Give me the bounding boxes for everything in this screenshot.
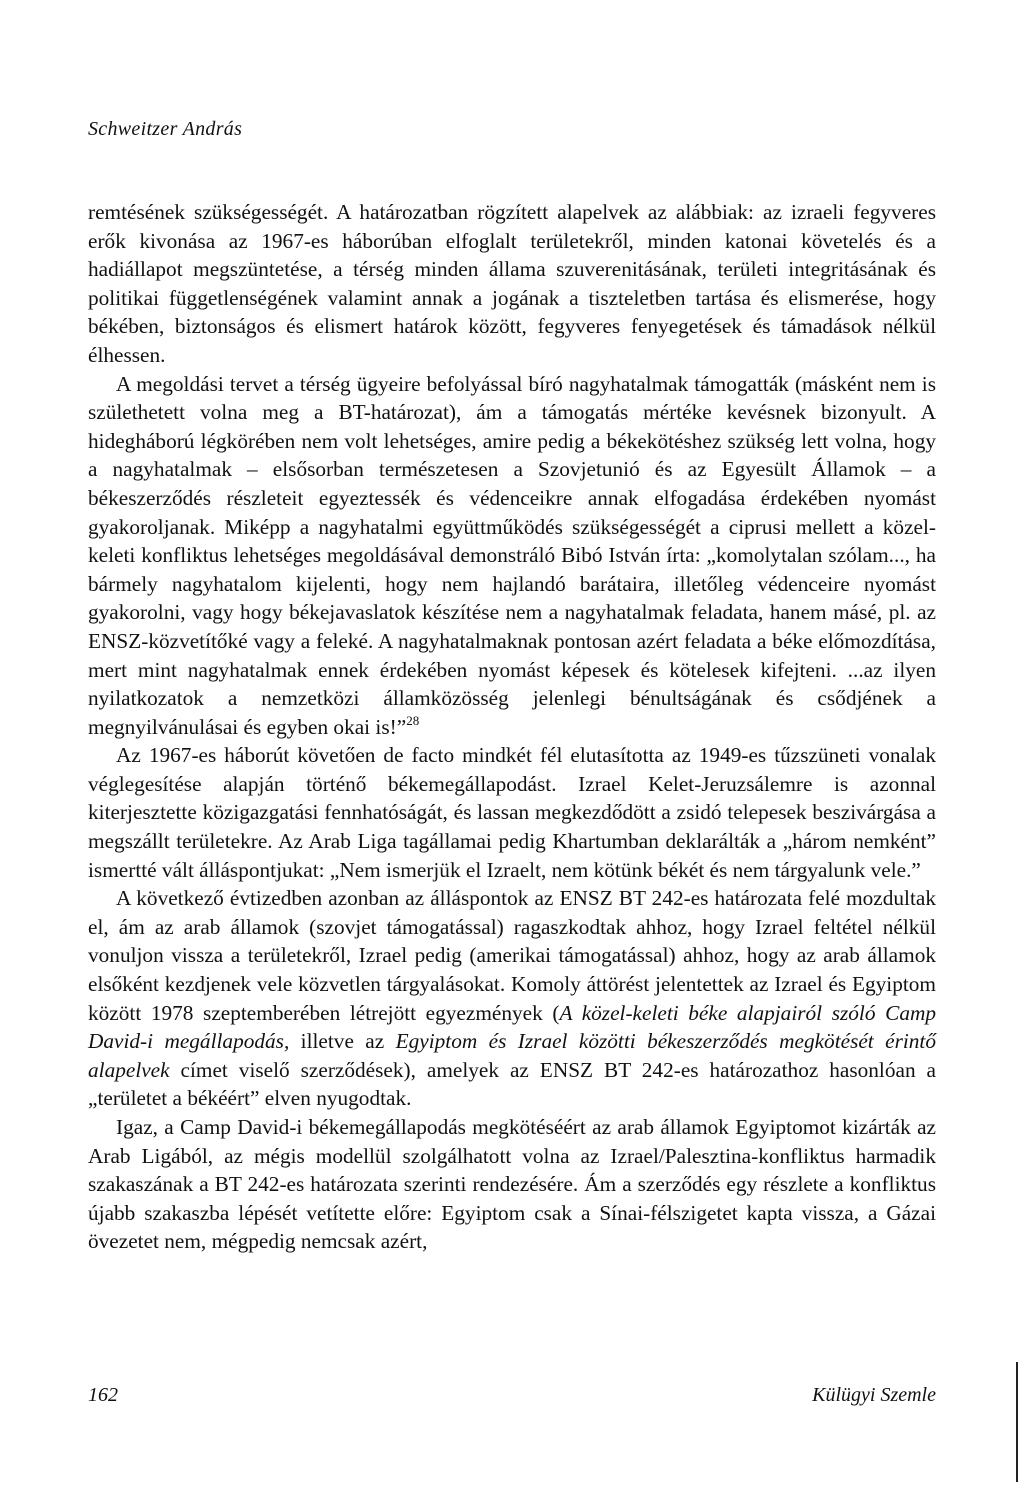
footnote-reference: 28 <box>406 712 420 728</box>
page-edge-line <box>1016 1362 1018 1482</box>
paragraph-4 <box>88 884 936 1113</box>
journal-name: Külügyi Szemle <box>812 1384 936 1406</box>
paragraph-4-text-end: címet viselő szerződések), amelyek az ENSZ BT 242-es határozathoz hasonlóan a „területet a békéért” elven nyugodtak. <box>88 1057 936 1111</box>
running-head-author: Schweitzer András <box>88 118 243 140</box>
paragraph-1-text: remtésének szükségességét. A határozatban rögzített alapelvek az alábbiak: az izraeli fegyveres erők kivonása az 1967-es háborúban elfoglalt területekről, minden katonai követelés és a hadiállapot megszüntetése, a térség minden állama szuverenitásának, területi integritásának és politikai függetlenségének valamint annak a jogának a tiszteletben tartása és elismerése, hogy békében, biztonságos és elismert határok között, fegyveres fenyegetések és támadások nélkül élhessen. <box>88 200 936 367</box>
paragraph-2-text: A megoldási tervet a térség ügyeire befolyással bíró nagyhatalmak támogatták (másként nem is születhetett volna meg a BT-határozat), ám a támogatás mértéke kevésnek bizonyult. A hidegháború légkörében nem volt lehetséges, amire pedig a békekötéshez szükség lett volna, hogy a nagyhatalmak – elsősorban természetesen a Szovjetunió és az Egyesült Államok – a békeszerződés részleteit egyeztessék és védenceikre annak elfogadása érdekében nyomást gyakoroljanak. Miképp a nagyhatalmi együttműködés szükségességét a ciprusi mellett a közel-keleti konfliktus lehetséges megoldásával demonstráló Bibó István írta: „komolytalan szólam..., ha bármely nagyhatalom kijelenti, hogy nem hajlandó barátaira, illetőleg védenceire nyomást gyakorolni, vagy hogy békejavaslatok készítése nem a nagyhatalmak feladata, hanem másé, pl. az ENSZ-közvetítőké vagy a feleké. A nagyhatalmaknak pontosan azért feladata a béke előmozdítása, mert mint nagyhatalmak ennek érdekében nyomást képesek és kötelesek kifejteni. ...az ilyen nyilatkozatok a nemzetközi államközösség jelenlegi bénultságának és csődjének a megnyilvánulásai és egyben okai is!” <box>88 371 936 739</box>
paragraph-5-text: Igaz, a Camp David-i békemegállapodás megkötéséért az arab államok Egyiptomot kizárták az Arab Ligából, az mégis modellül szolgálhatott volna az Izrael/Palesztina-konfliktus harmadik szakaszának a BT 242-es határozata szerinti rendezésére. Ám a szerződés egy részlete a konfliktus újabb szakaszba lépését vetítette előre: Egyiptom csak a Sínai-félszigetet kapta vissza, a Gázai övezetet nem, mégpedig nemcsak azért, <box>88 1115 936 1254</box>
page-number: 162 <box>88 1384 118 1406</box>
paragraph-1 <box>88 198 936 370</box>
paragraph-5 <box>88 1113 936 1256</box>
body-text <box>88 198 936 1256</box>
paragraph-2 <box>88 370 936 742</box>
paragraph-4-text-mid: illetve az <box>289 1029 396 1054</box>
paragraph-4-text-start: A következő évtizedben azonban az álláspontok az ENSZ BT 242-es határozata felé mozdultak el, ám az arab államok (szovjet támogatással) ragaszkodtak ahhoz, hogy Izrael feltétel nélkül vonuljon vissza a területekről, Izrael pedig (amerikai támogatással) ahhoz, hogy az arab államok elsőként kezdjenek vele közvetlen tárgyalásokat. Komoly áttörést jelentettek az Izrael és Egyiptom között 1978 szeptemberében létrejött egyezmények ( <box>88 886 936 1025</box>
paragraph-3-text: Az 1967-es háborút követően de facto mindkét fél elutasította az 1949-es tűzszüneti vonalak véglegesítése alapján történő békemegállapodást. Izrael Kelet-Jeruzsálemre is azonnal kiterjesztette közigazgatási fennhatóságát, és lassan megkezdődött a zsidó telepesek beszivárgása a megszállt területekre. Az Arab Liga tagállamai pedig Khartumban deklarálták a „három nemként” ismertté vált álláspontjukat: „Nem ismerjük el Izraelt, nem kötünk békét és nem tárgyalunk vele.” <box>88 743 936 882</box>
treaty-title-camp-david: A közel-keleti béke alapjairól szóló Camp David-i megállapodás, <box>88 1000 936 1054</box>
paragraph-3 <box>88 741 936 884</box>
treaty-title-peace-principles: Egyiptom és Izrael közötti békeszerződés megkötését érintő alapelvek <box>88 1029 936 1082</box>
